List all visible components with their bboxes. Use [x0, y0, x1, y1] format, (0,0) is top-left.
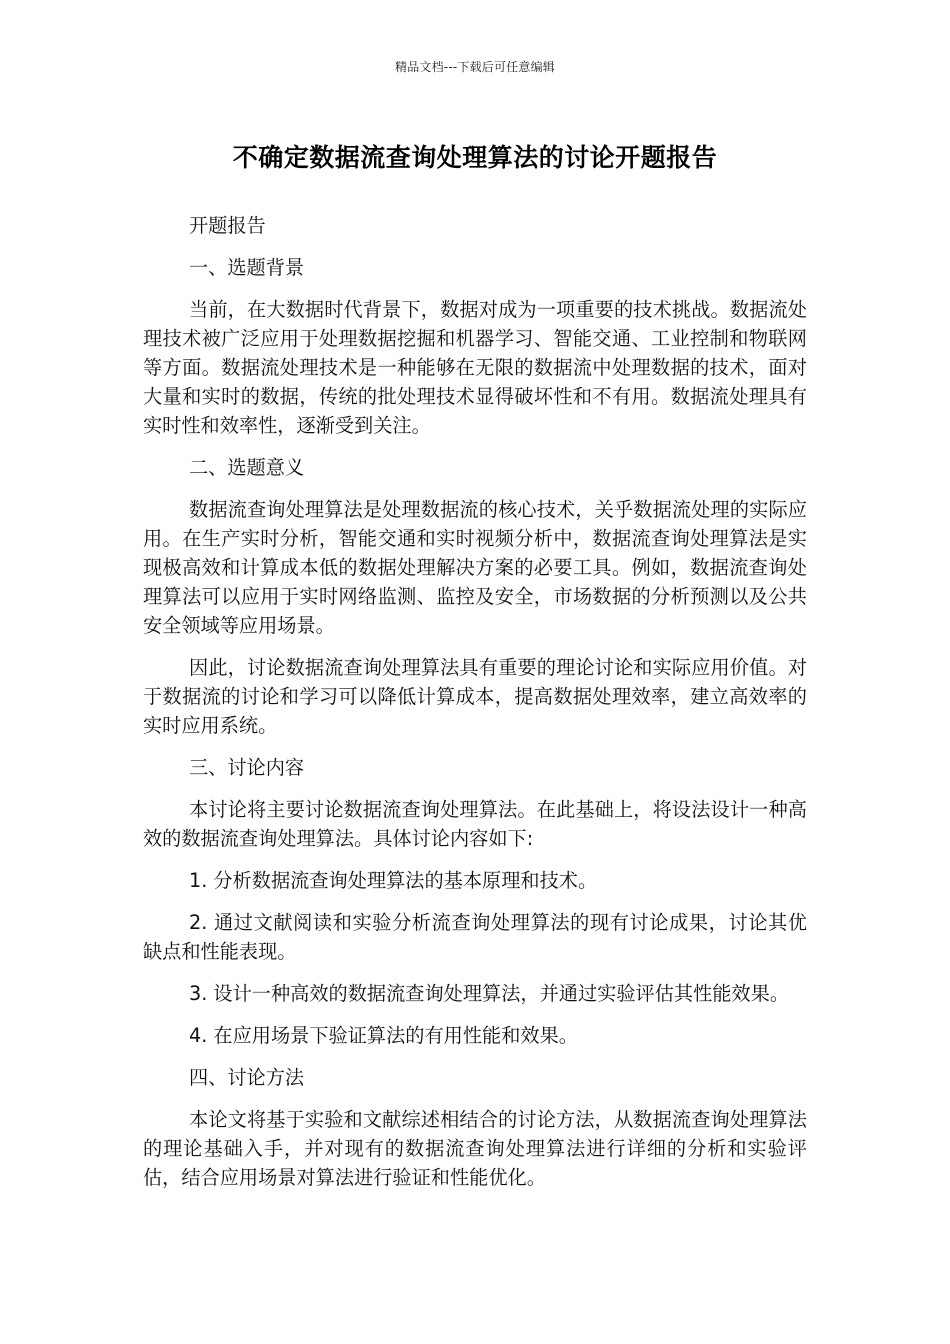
- list-item-1: 1. 分析数据流查询处理算法的基本原理和技术。: [189, 869, 598, 892]
- section-heading-content: 三、讨论内容: [189, 756, 305, 779]
- header-note: 精品文档---下载后可任意编辑: [395, 60, 555, 74]
- document-title: 不确定数据流查询处理算法的讨论开题报告: [232, 143, 718, 172]
- section-heading-background: 一、选题背景: [189, 256, 305, 279]
- list-item-3: 3. 设计一种高效的数据流查询处理算法，并通过实验评估其性能效果。: [189, 982, 790, 1005]
- paragraph-value: 因此，讨论数据流查询处理算法具有重要的理论讨论和实际应用价值。对于数据流的讨论和学习可以降低计算成本，提高数据处理效率，建立高效率的实时应用系统。: [143, 656, 807, 737]
- paragraph-background: 当前，在大数据时代背景下，数据对成为一项重要的技术挑战。数据流处理技术被广泛应用于处理数据挖掘和机器学习、智能交通、工业控制和物联网等方面。数据流处理技术是一种能够在无限的数据流中处理数据的技术，面对大量和实时的数据，传统的批处理技术显得破坏性和不有用。数据流处理具有实时性和效率性，逐渐受到关注。: [143, 298, 807, 437]
- paragraph-content-intro: 本讨论将主要讨论数据流查询处理算法。在此基础上，将设法设计一种高效的数据流查询处理算法。具体讨论内容如下:: [143, 798, 807, 850]
- section-heading-method: 四、讨论方法: [189, 1066, 305, 1089]
- document-body: [143, 211, 807, 1205]
- paragraph-significance: 数据流查询处理算法是处理数据流的核心技术，关乎数据流处理的实际应用。在生产实时分析，智能交通和实时视频分析中，数据流查询处理算法是实现极高效和计算成本低的数据处理解决方案的必要工具。例如，数据流查询处理算法可以应用于实时网络监测、监控及安全，市场数据的分析预测以及公共安全领域等应用场景。: [143, 498, 807, 637]
- list-item-2: 2. 通过文献阅读和实验分析流查询处理算法的现有讨论成果，讨论其优缺点和性能表现。: [143, 911, 807, 963]
- report-label: 开题报告: [189, 214, 266, 237]
- section-heading-significance: 二、选题意义: [189, 456, 305, 479]
- list-item-4: 4. 在应用场景下验证算法的有用性能和效果。: [189, 1024, 578, 1047]
- paragraph-method: 本论文将基于实验和文献综述相结合的讨论方法，从数据流查询处理算法的理论基础入手，并对现有的数据流查询处理算法进行详细的分析和实验评估，结合应用场景对算法进行验证和性能优化。: [143, 1108, 807, 1189]
